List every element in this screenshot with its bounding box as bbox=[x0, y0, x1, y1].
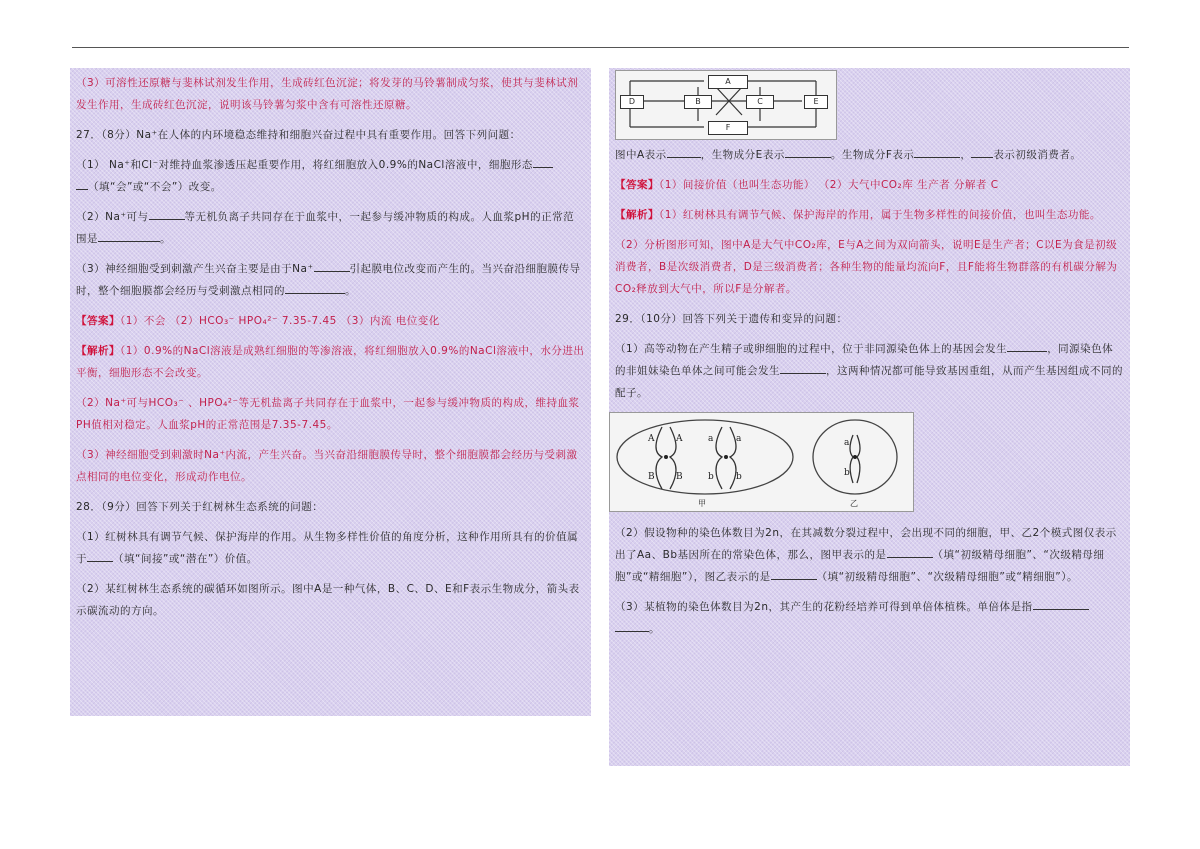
diagram-node-d: D bbox=[620, 95, 644, 109]
fill-blank[interactable] bbox=[98, 229, 160, 242]
q28-fig-text-a: 图中A表示 bbox=[615, 149, 667, 161]
gene-label: A bbox=[648, 434, 655, 444]
q29-part3-text-b: 。 bbox=[649, 623, 660, 635]
fill-blank[interactable] bbox=[785, 145, 831, 158]
figure-caption-yi: 乙 bbox=[850, 499, 858, 508]
cell-figure bbox=[610, 413, 913, 511]
fill-blank[interactable] bbox=[533, 155, 553, 168]
q28-intro: 28．（9分）回答下列关于红树林生态系统的问题： bbox=[76, 501, 324, 513]
meiosis-cell-diagram bbox=[609, 412, 914, 512]
gene-label: a bbox=[844, 438, 850, 448]
q29-part1-text-a: （1）高等动物在产生精子或卵细胞的过程中，位于非同源染色体上的基因会发生 bbox=[615, 343, 1008, 355]
gene-label: B bbox=[676, 472, 683, 482]
answer-label: 【答案】 bbox=[76, 315, 120, 327]
q28-fig-text-c: 。生物成分F表示 bbox=[830, 149, 915, 161]
fill-blank[interactable] bbox=[667, 145, 701, 158]
gene-label: b bbox=[708, 472, 714, 482]
fill-blank[interactable] bbox=[314, 259, 350, 272]
q28-fig-text-b: ，生物成分E表示 bbox=[700, 149, 785, 161]
fill-blank[interactable] bbox=[887, 545, 933, 558]
header-rule bbox=[72, 47, 1129, 48]
left-column bbox=[70, 68, 591, 716]
q28-figure-question: 图中A表示 ，生物成分E表示 。生物成分F表示 ， 表示初级消费者。 bbox=[615, 144, 1124, 166]
diagram-node-b: B bbox=[684, 95, 712, 109]
q29-part1-text-c: ，这两种情况都可能导致基因重组，从而产生基因组成不同的配子。 bbox=[615, 365, 1123, 399]
q27-part1-text: （1） Na⁺和Cl⁻对维持血浆渗透压起重要作用，将红细胞放入0.9%的NaCl溶液中，细胞形态 bbox=[76, 159, 533, 171]
fill-blank[interactable] bbox=[76, 177, 88, 190]
gene-label: a bbox=[708, 434, 714, 444]
q27-analysis-2: （2）Na⁺可与HCO₃⁻ 、HPO₄²⁻等无机盐离子共同存在于血浆中，一起参与缓冲物质的构成，维持血浆PH值相对稳定。人血浆pH的正常范围是7.35-7.45。 bbox=[76, 397, 580, 431]
q28-part1-text-a: （1）红树林具有调节气候、保护海岸的作用。从生物多样性价值的角度分析，这种作用所具有的价值属于 bbox=[76, 531, 579, 565]
gene-label: a bbox=[736, 434, 742, 444]
gene-label: A bbox=[676, 434, 683, 444]
q28-analysis-2: （2）分析图形可知，图中A是大气中CO₂库，E与A之间为双向箭头，说明E是生产者；C以E为食是初级消费者，B是次级消费者，D是三级消费者；各种生物的能量均流向F，且F能将生物群落的有机碳分解为CO₂释放到大气中，所以F是分解者。 bbox=[615, 239, 1118, 295]
fill-blank[interactable] bbox=[149, 207, 185, 220]
cell-jia-outline bbox=[617, 420, 793, 494]
fill-blank[interactable] bbox=[615, 619, 649, 632]
q27-part2-text-b: 等无机负离子共同存在于血浆中，一起参与缓冲物质的构成。人血浆pH的正常范围是 bbox=[76, 211, 575, 245]
gene-label: b bbox=[844, 468, 850, 478]
q29-part3-text-a: （3）某植物的染色体数目为2n，其产生的花粉经培养可得到单倍体植株。单倍体是指 bbox=[615, 601, 1033, 613]
figure-caption-jia: 甲 bbox=[698, 499, 706, 508]
q27-intro: 27．（8分）Na⁺在人体的内环境稳态维持和细胞兴奋过程中具有重要作用。回答下列问题： bbox=[76, 129, 521, 141]
fill-blank[interactable] bbox=[1033, 597, 1089, 610]
q29-intro: 29．（10分）回答下列关于遗传和变异的问题： bbox=[615, 313, 848, 325]
chromatid bbox=[656, 427, 662, 489]
q27-part3-text-b: 引起膜电位改变而产生的。当兴奋沿细胞膜传导时，整个细胞膜都会经历与受刺激点相同的 bbox=[76, 263, 581, 297]
answer-text: （1）不会 （2）HCO₃⁻ HPO₄²⁻ 7.35-7.45 （3）内流 电位变化 bbox=[120, 315, 440, 327]
q29-part1 bbox=[615, 338, 1124, 404]
fill-blank[interactable] bbox=[914, 145, 960, 158]
q29-part2-text-b: （填“初级精母细胞”、“次级精母细胞”或“精细胞”），图乙表示的是 bbox=[615, 549, 1105, 583]
q28-analysis-1 bbox=[615, 204, 1124, 226]
centromere bbox=[664, 455, 668, 459]
chromatid bbox=[716, 427, 722, 489]
chromatid bbox=[850, 435, 853, 483]
q26-part3-answer-text: （3）可溶性还原糖与斐林试剂发生作用，生成砖红色沉淀；将发芽的马铃薯制成匀浆，使其与斐林试剂发生作用，生成砖红色沉淀，说明该马铃薯匀浆中含有可溶性还原糖。 bbox=[76, 77, 579, 111]
diagram-node-f: F bbox=[708, 121, 748, 135]
analysis-text: （1）0.9%的NaCl溶液是成熟红细胞的等渗溶液，将红细胞放入0.9%的NaCl溶液中，水分进出平衡，细胞形态不会改变。 bbox=[76, 345, 585, 379]
q28-fig-text-d: 表示初级消费者。 bbox=[993, 149, 1082, 161]
analysis-label: 【解析】 bbox=[615, 209, 659, 221]
carbon-cycle-diagram bbox=[615, 70, 837, 140]
centromere bbox=[724, 455, 728, 459]
q27-part1 bbox=[76, 154, 585, 198]
q27-part3: （3）神经细胞受到刺激产生兴奋主要是由于Na⁺ 引起膜电位改变而产生的。当兴奋沿细胞膜传导时，整个细胞膜都会经历与受刺激点相同的 。 bbox=[76, 258, 585, 302]
q27-part2: （2）Na⁺可与 等无机负离子共同存在于血浆中，一起参与缓冲物质的构成。人血浆pH的正常范围是 。 bbox=[76, 206, 585, 250]
q28-part2: （2）某红树林生态系统的碳循环如图所示。图中A是一种气体，B、C、D、E和F表示生物成分，箭头表示碳流动的方向。 bbox=[76, 583, 580, 617]
diagram-node-e: E bbox=[804, 95, 828, 109]
q29-part2-text-c: （填“初级精母细胞”、“次级精母细胞”或“精细胞”）。 bbox=[816, 571, 1078, 583]
diagram-node-a: A bbox=[708, 75, 748, 89]
gene-label: B bbox=[648, 472, 655, 482]
q28-part1-text-b: （填“间接”或“潜在”）价值。 bbox=[113, 553, 258, 565]
q27-answer bbox=[76, 310, 585, 332]
analysis-text: （1）红树林具有调节气候、保护海岸的作用，属于生物多样性的间接价值，也叫生态功能。 bbox=[659, 209, 1101, 221]
q27-part1-text-b: （填“会”或“不会”）改变。 bbox=[88, 181, 222, 193]
fill-blank[interactable] bbox=[780, 361, 826, 374]
gene-label: b bbox=[736, 472, 742, 482]
fill-blank[interactable] bbox=[87, 549, 113, 562]
q29-part2-text-a: （2）假设物种的染色体数目为2n，在其减数分裂过程中，会出现不同的细胞，甲、乙2个模式图仅表示出了Aa、Bb基因所在的常染色体，那么，图甲表示的是 bbox=[615, 527, 1117, 561]
analysis-label: 【解析】 bbox=[76, 345, 120, 357]
q29-part1-text-b: ，同源染色体的非姐妹染色单体之间可能会发生 bbox=[615, 343, 1114, 377]
fill-blank[interactable] bbox=[1007, 339, 1047, 352]
q27-part3-text-a: （3）神经细胞受到刺激产生兴奋主要是由于Na⁺ bbox=[76, 263, 314, 275]
q27-part2-text-a: （2）Na⁺可与 bbox=[76, 211, 149, 223]
answer-label: 【答案】 bbox=[615, 179, 659, 191]
q27-analysis-1 bbox=[76, 340, 585, 384]
fill-blank[interactable] bbox=[971, 145, 993, 158]
q28-part1 bbox=[76, 526, 585, 570]
q29-part3 bbox=[615, 596, 1124, 640]
right-column bbox=[609, 68, 1130, 766]
chromatid bbox=[857, 435, 860, 483]
q27-analysis-3: （3）神经细胞受到刺激时Na⁺内流，产生兴奋。当兴奋沿细胞膜传导时，整个细胞膜都会经历与受刺激点相同的电位变化，形成动作电位。 bbox=[76, 449, 578, 483]
fill-blank[interactable] bbox=[285, 281, 345, 294]
diagram-node-c: C bbox=[746, 95, 774, 109]
q29-part2 bbox=[615, 522, 1124, 588]
centromere bbox=[853, 455, 857, 459]
answer-text: （1）间接价值（也叫生态功能） （2）大气中CO₂库 生产者 分解者 C bbox=[659, 179, 999, 191]
q28-answer bbox=[615, 174, 1124, 196]
fill-blank[interactable] bbox=[771, 567, 817, 580]
